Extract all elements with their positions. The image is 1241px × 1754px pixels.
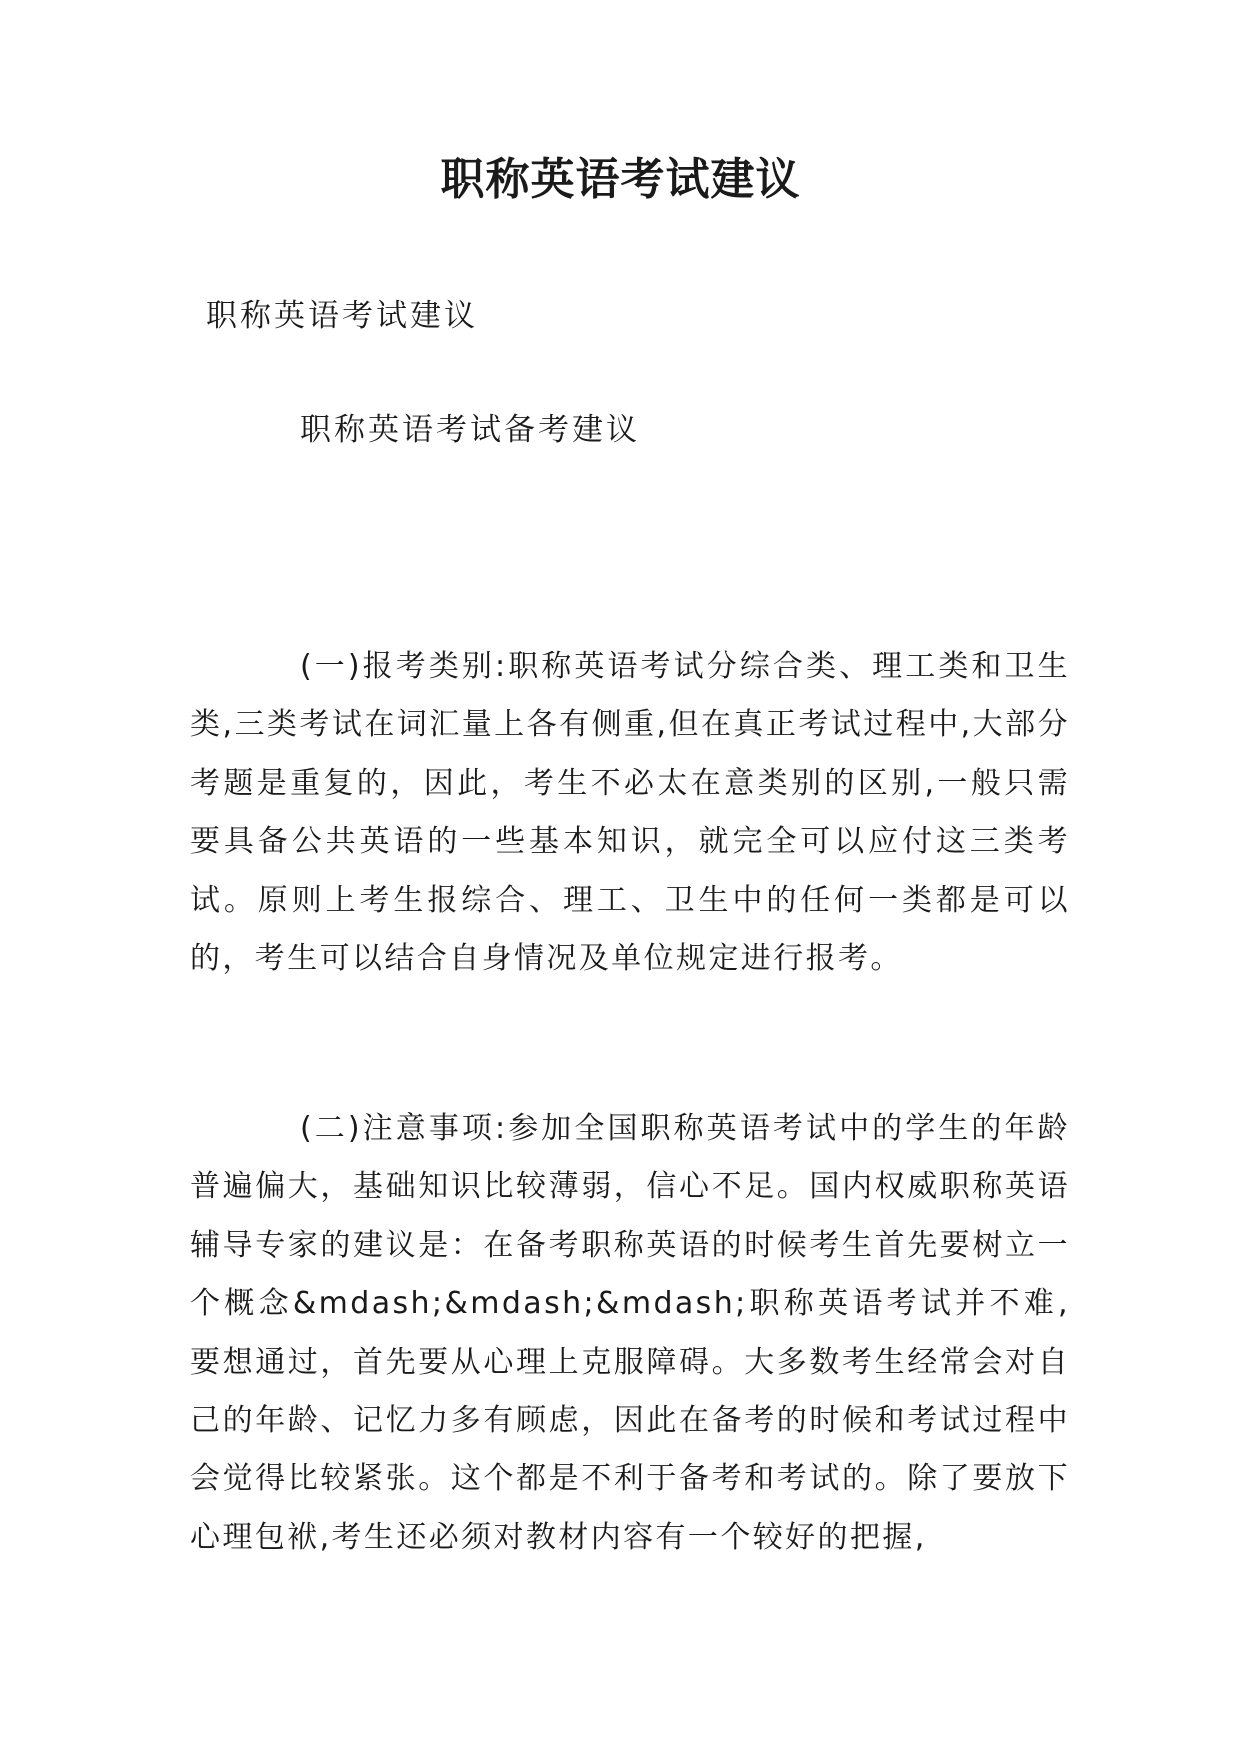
section-heading: 职称英语考试备考建议 — [300, 412, 640, 448]
document-subtitle: 职称英语考试建议 — [206, 298, 478, 334]
paragraph-registration-category: (一)报考类别:职称英语考试分综合类、理工类和卫生类,三类考试在词汇量上各有侧重,但在真正考试过程中,大部分考题是重复的，因此，考生不必太在意类别的区别,一般只需要具备公共英语的一些基本知识，就完全可以应付这三类考试。原则上考生报综合、理工、卫生中的任何一类都是可以的，考生可以结合自身情况及单位规定进行报考。 — [190, 649, 1070, 977]
document-title: 职称英语考试建议 — [440, 154, 801, 205]
paragraph-precautions: (二)注意事项:参加全国职称英语考试中的学生的年龄普遍偏大，基础知识比较薄弱，信心不足。国内权威职称英语辅导专家的建议是：在备考职称英语的时候考生首先要树立一个概念&mdash;&mdash;&mdash;职称英语考试并不难,要想通过，首先要从心理上克服障碍。大多数考生经常会对自己的年龄、记忆力多有顾虑，因此在备考的时候和考试过程中会觉得比较紧张。这个都是不利于备考和考试的。除了要放下心理包袱,考生还必须对教材内容有一个较好的把握, — [190, 1111, 1070, 1555]
